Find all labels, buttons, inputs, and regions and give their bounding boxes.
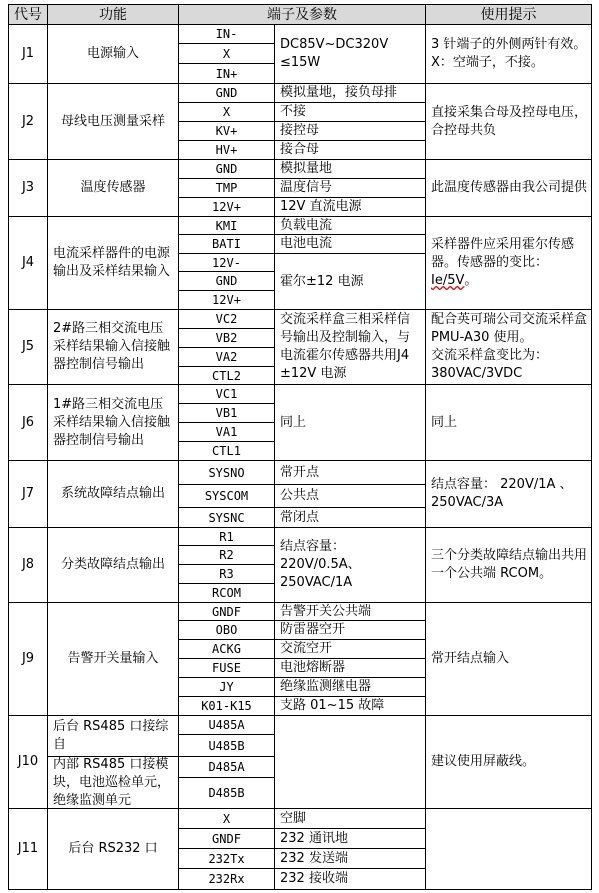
table-rule <box>274 696 426 697</box>
table-rule <box>8 889 592 890</box>
table-rule <box>274 868 426 869</box>
usage-tip-text: 配合英可瑞公司交流采样盒 PMU-A30 使用。 交流采样盒变比为：380VAC/3VDC <box>431 312 588 381</box>
pin-name <box>179 697 274 715</box>
pin-name <box>179 348 274 366</box>
pin-name-text: GND <box>215 162 238 176</box>
tip-end: 。 <box>464 273 478 288</box>
pin-name <box>179 778 274 808</box>
pin-description-text: 温度信号 <box>280 180 333 195</box>
pin-description <box>275 103 425 121</box>
pin-description-text: 电池熔断器 <box>280 660 346 675</box>
pin-description-text: 负载电流 <box>280 217 333 233</box>
connector-function <box>48 716 178 756</box>
connector-code <box>9 528 47 602</box>
pin-description <box>275 640 425 658</box>
pin-description <box>275 217 425 234</box>
pin-description <box>275 198 425 216</box>
usage-tip <box>426 84 591 159</box>
pin-name-text: D485A <box>208 760 245 774</box>
usage-tip <box>426 385 591 460</box>
table-rule <box>274 140 426 141</box>
pin-name-text: 232Rx <box>208 872 245 886</box>
pin-name-text: VB1 <box>215 406 238 420</box>
usage-tip <box>426 217 591 309</box>
table-rule <box>274 484 426 485</box>
pin-description-text: 空脚 <box>280 810 307 826</box>
connector-function-text: 后台 RS232 口 <box>68 841 158 856</box>
pin-description <box>275 508 425 527</box>
pin-description-text: 公共点 <box>280 488 320 503</box>
pin-name-text: U485B <box>208 738 245 753</box>
usage-tip <box>426 809 591 889</box>
table-rule <box>8 4 9 890</box>
connector-code-text: J5 <box>21 339 35 354</box>
pin-description-text: 232 接收端 <box>280 871 348 886</box>
connector-function <box>48 603 178 715</box>
terminal-params-text: 结点容量：220V/0.5A、250VAC/1A <box>280 539 361 590</box>
table-rule <box>178 777 275 778</box>
pin-name <box>179 25 274 43</box>
table-rule <box>47 4 48 890</box>
usage-tip-text: 建议使用屏蔽线。 <box>431 754 536 769</box>
terminal-params <box>275 385 425 460</box>
pin-name-text: R3 <box>219 567 234 581</box>
usage-tip <box>426 310 591 384</box>
connector-function-text: 2#路三相交流电压采样结果输入信接触器控制信号输出 <box>53 321 171 372</box>
table-rule <box>178 507 275 508</box>
pin-name-text: 12V- <box>212 255 241 270</box>
terminal-params <box>275 25 425 83</box>
pin-description-text: 232 通讯地 <box>280 830 348 846</box>
header-tips <box>426 5 591 24</box>
pin-description-text: 支路 01~15 故障 <box>280 698 385 713</box>
pin-name-text: IN- <box>215 27 238 41</box>
connector-code-text: J2 <box>21 113 35 129</box>
table-rule <box>274 24 275 890</box>
pin-name-text: GNDF <box>212 604 241 619</box>
connector-code <box>9 716 47 808</box>
pin-name <box>179 757 274 777</box>
table-rule <box>178 140 275 141</box>
header-terminals <box>179 5 425 24</box>
pin-name-text: OBO <box>215 623 238 637</box>
connector-code <box>9 160 47 216</box>
pin-name-text: SYSNC <box>208 510 245 525</box>
header-function <box>48 5 178 24</box>
usage-tip-text: 常开结点输入 <box>431 651 510 666</box>
usage-tip <box>426 461 591 527</box>
connector-function <box>48 461 178 527</box>
table-rule <box>47 756 179 757</box>
connector-function-text: 电源输入 <box>86 46 139 61</box>
pin-name <box>179 565 274 583</box>
table-rule <box>178 178 275 179</box>
table-rule <box>178 290 275 291</box>
pin-name-text: VA1 <box>215 425 238 439</box>
terminal-params <box>275 310 425 384</box>
table-rule <box>178 271 275 272</box>
connector-code-text: J4 <box>21 255 35 270</box>
pin-name-text: VA2 <box>215 350 238 364</box>
table-rule <box>178 756 275 757</box>
table-rule <box>274 620 426 621</box>
pin-name <box>179 217 274 234</box>
connector-function-text: 内部 RS485 口接模块，电池巡检单元，绝缘监测单元 <box>53 757 171 808</box>
connector-code-text: J3 <box>21 180 35 195</box>
pin-name <box>179 442 274 460</box>
pin-name-text: RCOM <box>212 586 241 600</box>
pin-description-text: 常闭点 <box>280 509 320 525</box>
pin-description-text: 告警开关公共端 <box>280 603 372 619</box>
table-rule <box>178 347 275 348</box>
pin-description-text: 电池电流 <box>280 236 333 251</box>
pin-name-text: D485B <box>208 786 245 800</box>
table-rule <box>178 403 275 404</box>
connector-code-text: J7 <box>21 486 35 501</box>
table-rule <box>8 24 592 25</box>
pin-description <box>275 235 425 253</box>
usage-tip <box>426 528 591 602</box>
table-rule <box>178 441 275 442</box>
table-rule <box>178 734 275 735</box>
connector-code <box>9 217 47 309</box>
connector-function-text: 告警开关量输入 <box>67 651 159 666</box>
pin-name <box>179 829 274 848</box>
usage-tip-text: 三个分类故障结点输出共用一个公共端 RCOM。 <box>431 548 588 581</box>
connector-function-text: 温度传感器 <box>80 180 146 195</box>
pin-name <box>179 640 274 658</box>
pin-name <box>179 678 274 696</box>
pin-description-text: 12V 直流电源 <box>280 199 362 214</box>
pin-description <box>275 141 425 159</box>
table-rule <box>178 4 179 890</box>
pin-description <box>275 849 425 868</box>
pin-name-text: KV+ <box>215 124 238 138</box>
usage-tip-text <box>431 236 587 290</box>
table-rule <box>274 507 426 508</box>
pin-name <box>179 584 274 602</box>
pin-name-text: ACKG <box>212 642 241 656</box>
connector-function <box>48 385 178 460</box>
usage-tip <box>426 25 591 83</box>
table-rule <box>178 234 275 235</box>
pin-name <box>179 272 274 290</box>
table-rule <box>274 828 426 829</box>
pin-name-text: HV+ <box>215 143 238 157</box>
pin-name <box>179 198 274 216</box>
pin-description-text: 常开点 <box>280 464 320 480</box>
connector-function <box>48 217 178 309</box>
pin-description-text: 232 发送端 <box>280 850 348 866</box>
table-rule <box>178 102 275 103</box>
pin-name <box>179 849 274 868</box>
pin-name-text: SYSCOM <box>204 489 249 503</box>
usage-tip-text: 3 针端子的外侧两针有效。 X：空端子，不接。 <box>431 37 587 70</box>
table-rule <box>178 484 275 485</box>
table-rule <box>178 422 275 423</box>
table-rule <box>178 63 275 64</box>
pin-name-text: TMP <box>215 181 238 195</box>
table-rule <box>178 583 275 584</box>
pin-description <box>275 678 425 696</box>
pin-name <box>179 310 274 328</box>
usage-tip-text: 结点容量： 220V/1A 、 250VAC/3A <box>431 477 573 510</box>
pin-name <box>179 103 274 121</box>
pin-description <box>275 485 425 507</box>
pin-name <box>179 621 274 639</box>
terminal-params-text: DC85V~DC320V ≤15W <box>280 37 389 70</box>
usage-tip <box>426 716 591 808</box>
pin-name-text: VB2 <box>215 331 238 345</box>
pin-name <box>179 179 274 197</box>
pin-name <box>179 254 274 271</box>
connector-code-text: J10 <box>17 754 39 769</box>
pin-name <box>179 659 274 677</box>
table-rule <box>274 639 426 640</box>
pin-name-text: K01-K15 <box>201 699 252 713</box>
connector-code <box>9 84 47 159</box>
pin-name-text: X <box>222 105 231 119</box>
table-rule <box>178 677 275 678</box>
table-rule <box>178 696 275 697</box>
pin-name <box>179 367 274 384</box>
pin-name-text: R2 <box>219 548 234 562</box>
pin-name-text: SYSNO <box>208 465 245 480</box>
table-rule <box>178 658 275 659</box>
pin-description <box>275 603 425 620</box>
table-rule <box>178 43 275 44</box>
table-rule <box>178 564 275 565</box>
pin-name <box>179 546 274 564</box>
connector-function <box>48 160 178 216</box>
pin-description-text: 绝缘监测继电器 <box>280 679 372 694</box>
pin-description <box>275 869 425 889</box>
usage-tip-text: 直接采集合母及控母电压，合控母共负 <box>431 104 588 138</box>
pin-description-text: 接合母 <box>280 142 320 157</box>
pin-name-text: IN+ <box>215 66 238 81</box>
connector-function-text: 母线电压测量采样 <box>60 113 165 129</box>
connector-function-text: 分类故障结点输出 <box>60 557 165 572</box>
pin-description <box>275 461 425 484</box>
table-rule <box>178 328 275 329</box>
pin-name-text: JY <box>219 680 234 694</box>
pin-name <box>179 141 274 159</box>
pin-name <box>179 603 274 620</box>
pin-name-text: R1 <box>219 529 234 544</box>
pin-name <box>179 869 274 889</box>
tip-ratio: Ie/5V <box>431 273 465 288</box>
pin-description <box>275 122 425 140</box>
table-rule <box>274 121 426 122</box>
pin-description <box>275 697 425 715</box>
pin-name <box>179 385 274 403</box>
connector-function <box>48 310 178 384</box>
pin-description <box>275 254 425 309</box>
table-rule <box>425 4 426 890</box>
pin-description-text: 防雷器空开 <box>280 622 346 637</box>
pin-name <box>179 528 274 545</box>
terminal-params <box>275 528 425 602</box>
connector-function <box>48 757 178 808</box>
connector-code-text: J9 <box>21 651 35 666</box>
pin-name <box>179 404 274 422</box>
pin-name-text: CTL2 <box>212 368 241 383</box>
table-rule <box>178 545 275 546</box>
pin-name-text: GNDF <box>212 831 241 846</box>
pin-name <box>179 461 274 484</box>
connector-function-text: 1#路三相交流电压采样结果输入信接触器控制信号输出 <box>53 396 171 448</box>
connector-code-text: J8 <box>21 557 35 572</box>
pin-name-text: VC2 <box>215 312 238 326</box>
pin-name <box>179 809 274 828</box>
pin-name <box>179 423 274 441</box>
connector-code <box>9 25 47 83</box>
pin-name-text: KMI <box>215 218 238 233</box>
table-rule <box>178 121 275 122</box>
pin-description <box>275 809 425 828</box>
pin-name-text: BATI <box>212 237 241 251</box>
connector-function <box>48 25 178 83</box>
pin-name <box>179 735 274 756</box>
terminal-params-text: 同上 <box>280 414 307 430</box>
header-code-text: 代号 <box>14 6 42 23</box>
pin-name <box>179 291 274 309</box>
pin-description <box>275 179 425 197</box>
table-rule <box>178 620 275 621</box>
table-rule <box>178 848 275 849</box>
connector-function-text: 系统故障结点输出 <box>60 486 165 501</box>
table-rule <box>274 848 426 849</box>
pin-name <box>179 235 274 253</box>
pin-name-text: U485A <box>208 718 245 732</box>
table-rule <box>274 197 426 198</box>
terminal-params-text: 交流采样盒三相采样信号输出及控制输入，与电流霍尔传感器共用J4 ±12V 电源 <box>280 312 411 381</box>
tip-main: 采样器件应采用霍尔传感器。传感器的变比： <box>431 237 575 270</box>
pin-description-text: 霍尔±12 电源 <box>280 273 364 289</box>
pin-description <box>275 659 425 677</box>
pin-name-text: X <box>222 811 231 826</box>
table-rule <box>178 197 275 198</box>
pin-name-text: VC1 <box>215 387 238 401</box>
table-rule <box>274 102 426 103</box>
usage-tip-text: 此温度传感器由我公司提供 <box>431 180 588 195</box>
header-function-text: 功能 <box>99 6 127 23</box>
pin-name <box>179 84 274 102</box>
pin-name-text: 12V+ <box>212 293 241 307</box>
pin-name <box>179 160 274 178</box>
pin-name <box>179 485 274 507</box>
connector-code-text: J6 <box>21 414 35 430</box>
connector-code <box>9 603 47 715</box>
pin-description-text: 不接 <box>280 104 307 119</box>
connector-function-text: 后台 RS485 口接综自 <box>53 719 169 752</box>
table-rule <box>178 868 275 869</box>
table-rule <box>178 366 275 367</box>
pin-description-text: 模拟量地，接负母排 <box>280 85 398 100</box>
connector-code <box>9 461 47 527</box>
connector-function <box>48 528 178 602</box>
header-tips-text: 使用提示 <box>480 6 537 23</box>
connector-function <box>48 84 178 159</box>
pin-name-text: FUSE <box>212 661 241 675</box>
table-rule <box>274 178 426 179</box>
pin-description-text: 交流空开 <box>280 641 333 656</box>
connector-code <box>9 310 47 384</box>
pin-description <box>275 829 425 848</box>
pin-description <box>275 621 425 639</box>
pin-name-text: 12V+ <box>212 200 241 214</box>
table-rule <box>274 677 426 678</box>
table-rule <box>274 234 426 235</box>
pin-name-text: 232Tx <box>208 851 245 866</box>
table-rule <box>591 4 592 890</box>
usage-tip <box>426 603 591 715</box>
pin-name-text: X <box>222 46 231 61</box>
table-rule <box>274 658 426 659</box>
connector-code-text: J1 <box>21 46 35 61</box>
connector-code <box>9 385 47 460</box>
pin-name <box>179 716 274 734</box>
pin-description <box>275 84 425 102</box>
pin-name-text: GND <box>215 86 238 100</box>
pin-name <box>179 44 274 63</box>
pin-description <box>275 160 425 178</box>
connector-code <box>9 809 47 889</box>
pin-description-text: 模拟量地 <box>280 161 333 176</box>
pin-name <box>179 329 274 347</box>
usage-tip-text: 同上 <box>431 414 458 430</box>
header-code <box>9 5 47 24</box>
table-rule <box>178 639 275 640</box>
pin-name-text: GND <box>215 274 238 288</box>
pin-name <box>179 508 274 527</box>
table-rule <box>178 253 275 254</box>
pin-name <box>179 122 274 140</box>
header-terminals-text: 端子及参数 <box>267 6 337 23</box>
pin-name-text: CTL1 <box>212 444 241 458</box>
usage-tip <box>426 160 591 216</box>
connector-function <box>48 809 178 889</box>
connector-code-text: J11 <box>17 841 39 856</box>
table-rule <box>178 828 275 829</box>
connector-function-text: 电流采样器件的电源输出及采样结果输入 <box>53 246 171 279</box>
pin-description-text: 接控母 <box>280 123 320 138</box>
pin-name <box>179 64 274 83</box>
